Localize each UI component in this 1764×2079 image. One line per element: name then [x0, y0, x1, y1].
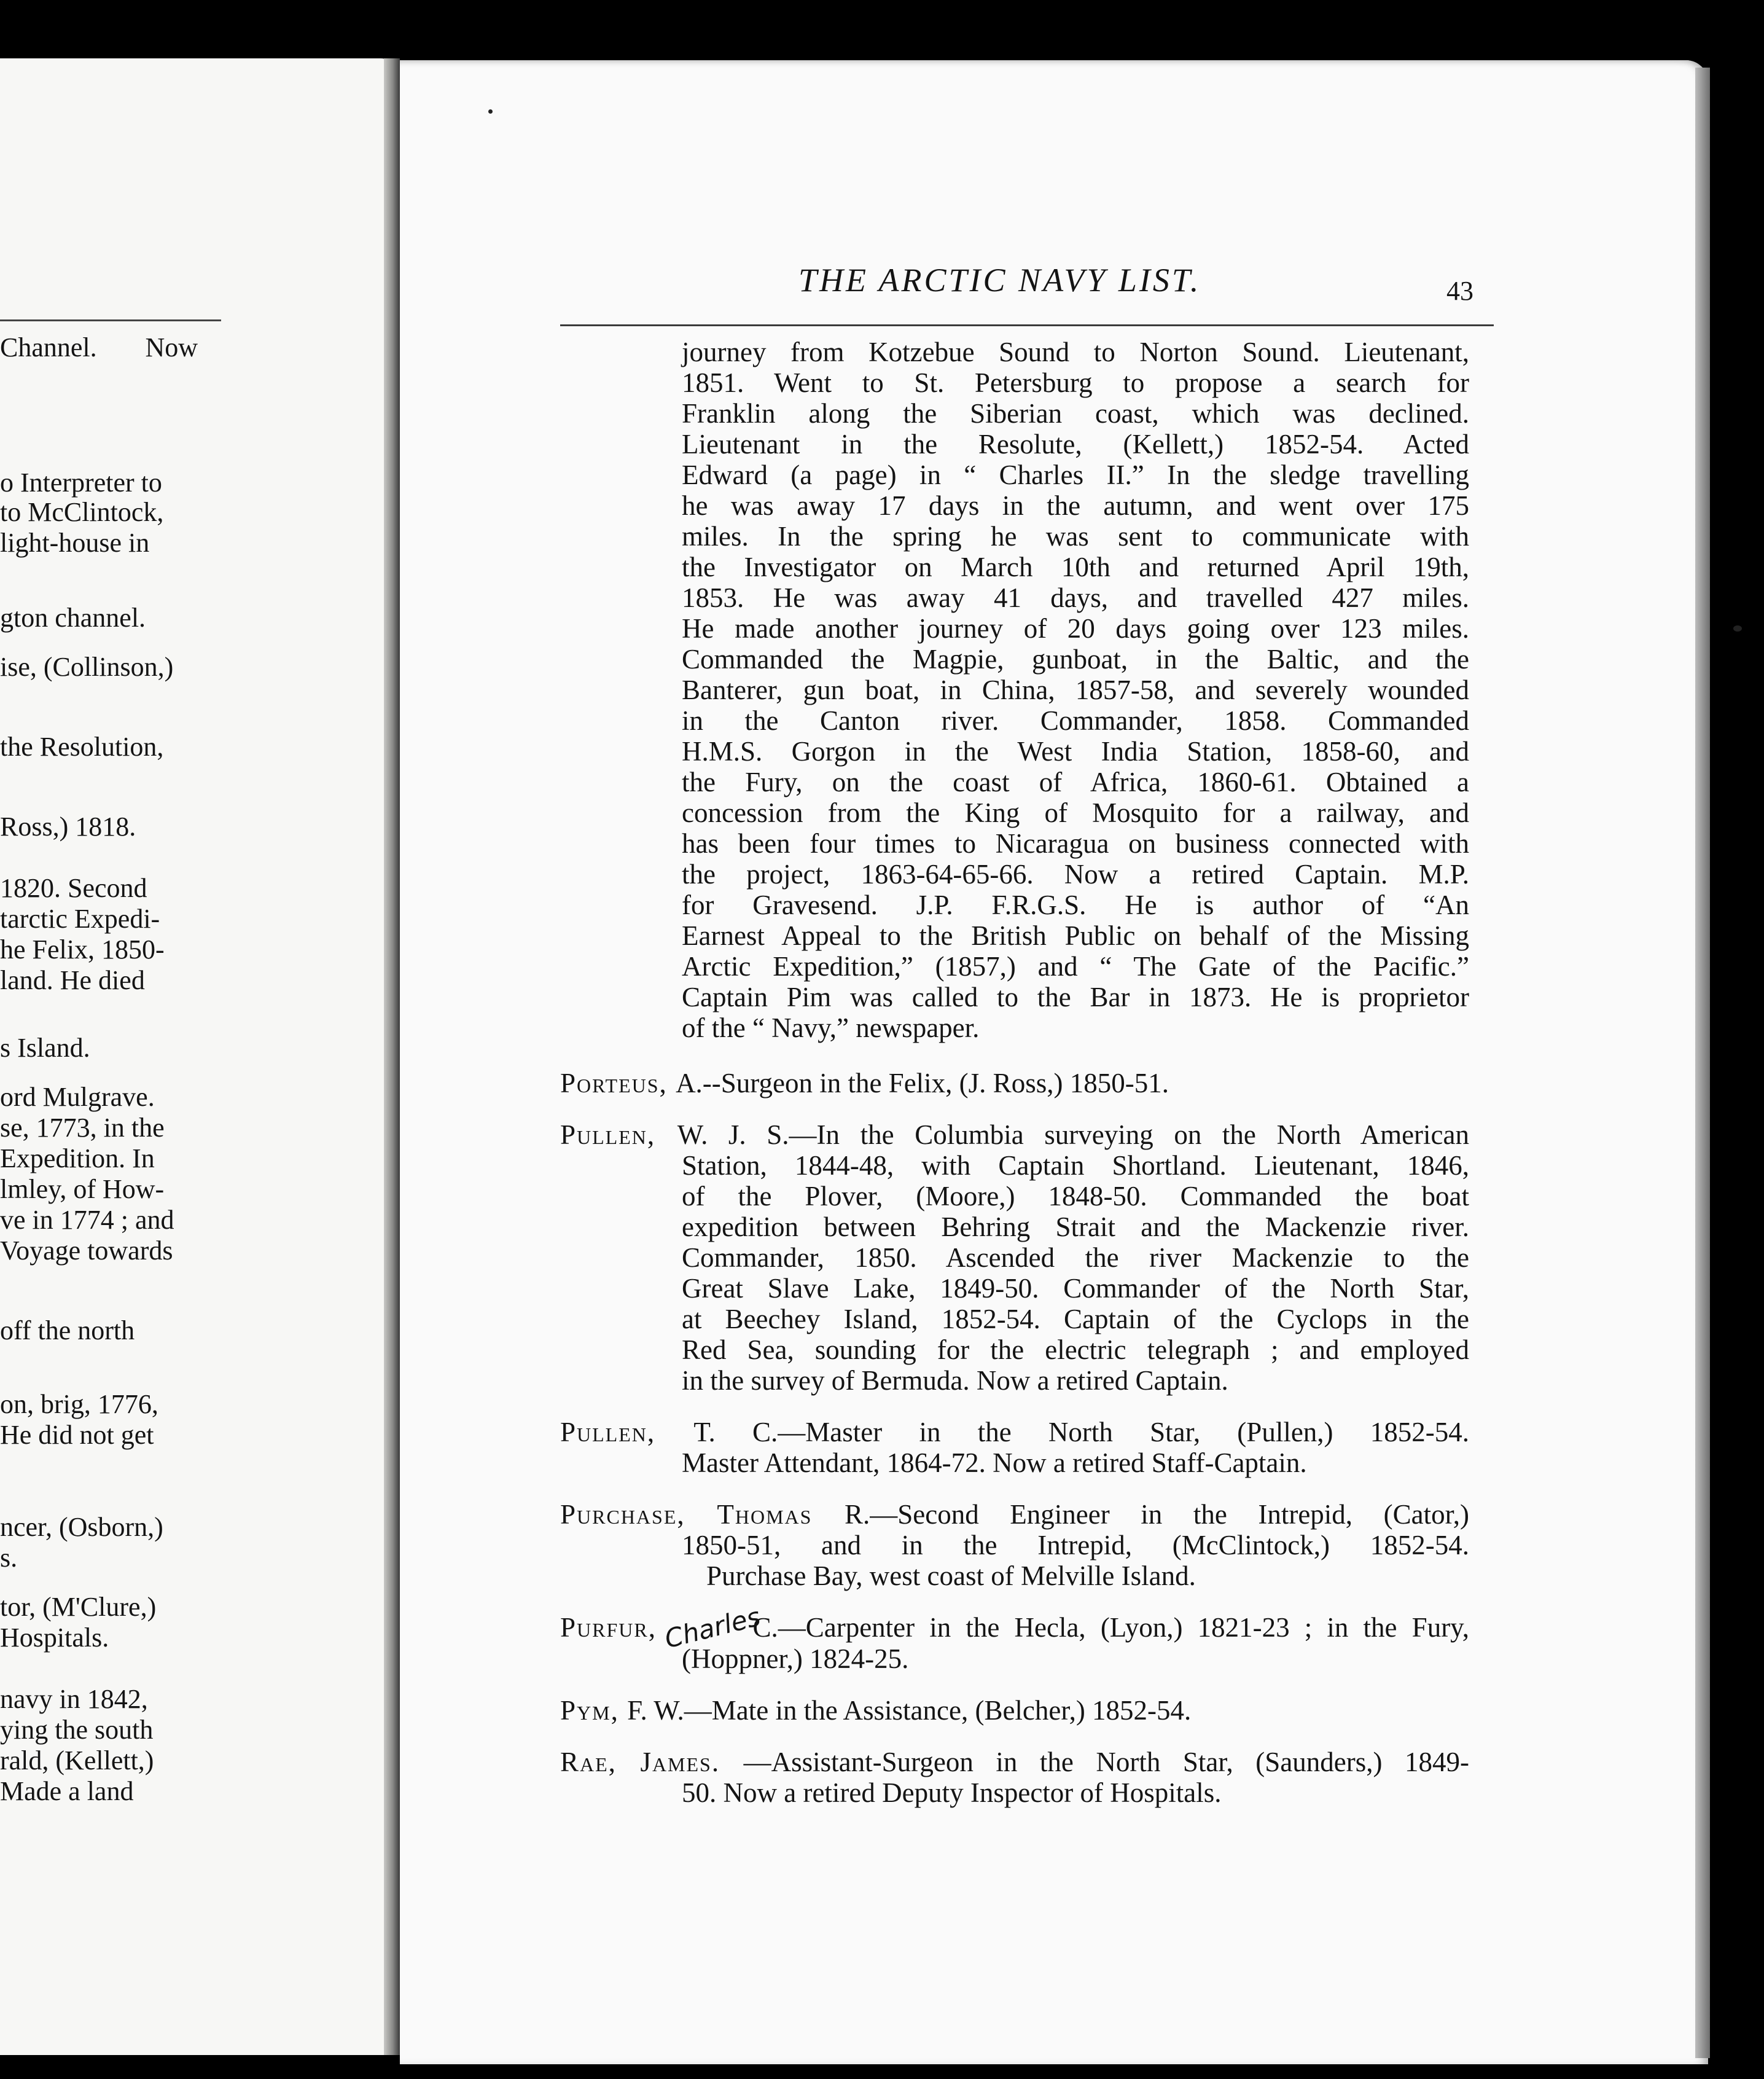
- facing-page-line-text: s Island.: [0, 1033, 90, 1063]
- entry-name: Purfur,: [560, 1612, 673, 1643]
- entry-text: —Assistant-Surgeon in the North Star, (Saunders,) 1849-: [743, 1747, 1470, 1777]
- facing-page-line: [0, 1032, 393, 1064]
- facing-page-line-text: light-house in: [0, 528, 150, 558]
- list-entry: [560, 1499, 1475, 1591]
- facing-page-line: [0, 651, 393, 683]
- entry-line: [560, 705, 1469, 736]
- facing-page-rule: [0, 319, 221, 321]
- entry-text: Lieutenant in the Resolute, (Kellett,) 1852-54. Acted: [682, 429, 1469, 460]
- entry-line: [560, 1643, 1469, 1674]
- list-entry: [560, 337, 1475, 1043]
- entry-line: [560, 859, 1469, 890]
- facing-page-line: [0, 1776, 393, 1807]
- entry-text: F. W.—Mate in the Assistance, (Belcher,) 1852-54.: [627, 1695, 1192, 1726]
- facing-page-line: [0, 1235, 393, 1267]
- entry-line: [560, 582, 1469, 613]
- entry-name: Pym,: [560, 1695, 628, 1726]
- page-number: 43: [1446, 276, 1473, 306]
- entry-line: [560, 1560, 1469, 1591]
- entry-text: Arctic Expedition,” (1857,) and “ The Gate of the Pacific.”: [682, 951, 1469, 982]
- entry-line: [560, 828, 1469, 859]
- entry-text: the Investigator on March 10th and returned April 19th,: [682, 552, 1469, 582]
- facing-page-line-text: tarctic Expedi-: [0, 904, 160, 934]
- entry-text: in the survey of Bermuda. Now a retired Captain.: [682, 1365, 1228, 1396]
- facing-page-line: [0, 903, 393, 935]
- entry-line: [560, 1212, 1469, 1242]
- entry-text: he was away 17 days in the autumn, and went over 175: [682, 490, 1469, 521]
- facing-page-line: [0, 602, 393, 634]
- entry-text: (Hoppner,) 1824-25.: [682, 1643, 909, 1674]
- entry-line: [560, 982, 1469, 1012]
- facing-page-line: [0, 1591, 393, 1623]
- entry-text: 50. Now a retired Deputy Inspector of Hospitals.: [682, 1777, 1222, 1808]
- facing-page-line-text: navy in 1842,: [0, 1684, 148, 1714]
- facing-page-line: [0, 1081, 393, 1113]
- facing-page-line: [0, 332, 393, 364]
- facing-page-line-text: ying the south: [0, 1715, 154, 1745]
- facing-page-line-text: Now: [145, 332, 198, 362]
- facing-page-line-text: tor, (M'Clure,): [0, 1592, 157, 1622]
- entry-name: Pullen,: [560, 1119, 677, 1150]
- entry-text: H.M.S. Gorgon in the West India Station, 1858-60, and: [682, 736, 1469, 767]
- entry-line: [560, 1304, 1469, 1334]
- entry-text: the Fury, on the coast of Africa, 1860-61. Obtained a: [682, 767, 1469, 797]
- list-entry: [560, 1417, 1475, 1478]
- facing-page-line: [0, 1112, 393, 1144]
- facing-page-line-text: 1820. Second: [0, 873, 147, 903]
- entry-line: [560, 1417, 1469, 1447]
- entry-line: [560, 1530, 1469, 1560]
- facing-page-line-text: Ross,) 1818.: [0, 812, 136, 842]
- entry-text: expedition between Behring Strait and the Mackenzie river.: [682, 1212, 1469, 1242]
- facing-page-line-text: off the north: [0, 1315, 135, 1345]
- facing-page-line-text: Expedition. In: [0, 1143, 155, 1173]
- entry-line: [560, 675, 1469, 705]
- facing-page-line-text: ncer, (Osborn,): [0, 1512, 163, 1542]
- entry-line: [560, 1242, 1469, 1273]
- facing-page-line: [0, 731, 393, 763]
- facing-page-line-text: on, brig, 1776,: [0, 1389, 158, 1419]
- facing-page-line: [0, 872, 393, 904]
- entry-line: [560, 1601, 1470, 1654]
- entry-line: [560, 367, 1469, 398]
- list-entry: [560, 1695, 1475, 1726]
- entry-name: Pullen,: [560, 1417, 694, 1447]
- entry-line: [560, 1012, 1469, 1043]
- entry-line: [560, 1365, 1469, 1396]
- entry-list: [560, 337, 1475, 1829]
- facing-page-line: [0, 496, 393, 528]
- entry-line: [560, 797, 1469, 828]
- facing-page-line-text: ise, (Collinson,): [0, 652, 174, 682]
- entry-text: Red Sea, sounding for the electric telegraph ; and employed: [682, 1334, 1469, 1365]
- entry-line: [560, 521, 1469, 552]
- entry-line: [560, 920, 1469, 951]
- entry-text: in the Canton river. Commander, 1858. Commanded: [682, 705, 1469, 736]
- entry-text: 1850-51, and in the Intrepid, (McClintock,) 1852-54.: [682, 1530, 1469, 1560]
- facing-page-line: [0, 1683, 393, 1715]
- facing-page-line-text: the Resolution,: [0, 732, 164, 762]
- facing-page-line: [0, 811, 393, 843]
- entry-text: Commanded the Magpie, gunboat, in the Baltic, and the: [682, 644, 1469, 675]
- entry-text: Master Attendant, 1864-72. Now a retired Staff-Captain.: [682, 1447, 1307, 1478]
- page-edge: [1695, 68, 1710, 2058]
- facing-page-line: [0, 1419, 393, 1451]
- facing-page-line-text: gton channel.: [0, 603, 146, 633]
- entry-line: [560, 736, 1469, 767]
- entry-text: Banterer, gun boat, in China, 1857-58, and severely wounded: [682, 675, 1469, 705]
- entry-text: miles. In the spring he was sent to communicate with: [682, 521, 1469, 552]
- facing-page: [0, 58, 399, 2055]
- list-entry: [560, 1119, 1475, 1396]
- entry-text: Purchase Bay, west coast of Melville Island.: [706, 1560, 1196, 1591]
- facing-page-line: [0, 1388, 393, 1420]
- entry-line: [560, 1499, 1469, 1530]
- facing-page-line-text: Made a land: [0, 1776, 134, 1806]
- entry-line: [560, 1777, 1469, 1808]
- facing-page-line-text: o Interpreter to: [0, 468, 162, 498]
- entry-text: W. J. S.—In the Columbia surveying on the North American: [677, 1119, 1469, 1150]
- entry-line: [560, 951, 1469, 982]
- entry-text: of the Plover, (Moore,) 1848-50. Commanded the boat: [682, 1181, 1469, 1212]
- entry-name: Porteus,: [560, 1068, 676, 1098]
- entry-text: Earnest Appeal to the British Public on behalf of the Missing: [682, 920, 1469, 951]
- running-title: THE ARCTIC NAVY LIST.: [798, 262, 1201, 299]
- entry-line: [560, 1447, 1469, 1478]
- entry-text: Great Slave Lake, 1849-50. Commander of the North Star,: [682, 1273, 1469, 1304]
- facing-page-line-text: s.: [0, 1543, 18, 1573]
- entry-line: [560, 1334, 1469, 1365]
- facing-page-line-text: lmley, of How-: [0, 1174, 165, 1204]
- entry-line: [560, 613, 1469, 644]
- facing-page-line: [0, 1714, 393, 1746]
- speck: [1733, 625, 1742, 632]
- entry-text: journey from Kotzebue Sound to Norton Sound. Lieutenant,: [682, 337, 1469, 367]
- entry-line: [560, 767, 1469, 797]
- facing-page-line: [0, 934, 393, 966]
- entry-text: 1853. He was away 41 days, and travelled 427 miles.: [682, 582, 1469, 613]
- facing-page-line-text: se, 1773, in the: [0, 1113, 165, 1143]
- facing-page-line: [0, 467, 393, 499]
- entry-line: [560, 1068, 1469, 1098]
- entry-line: [560, 1150, 1469, 1181]
- entry-text: A.--Surgeon in the Felix, (J. Ross,) 1850-51.: [676, 1068, 1169, 1098]
- entry-text: the project, 1863-64-65-66. Now a retired Captain. M.P.: [682, 859, 1469, 890]
- facing-page-line-text: rald, (Kellett,): [0, 1745, 154, 1776]
- entry-line: [560, 337, 1469, 367]
- facing-page-line-text: he Felix, 1850-: [0, 934, 165, 965]
- entry-text: Station, 1844-48, with Captain Shortland. Lieutenant, 1846,: [682, 1150, 1469, 1181]
- entry-line: [560, 1695, 1469, 1726]
- entry-text: of the “ Navy,” newspaper.: [682, 1012, 980, 1043]
- entry-line: [560, 398, 1469, 429]
- entry-text: He made another journey of 20 days going over 123 miles.: [682, 613, 1469, 644]
- entry-text: R.—Second Engineer in the Intrepid, (Cator,): [845, 1499, 1469, 1530]
- facing-page-line-text: to McClintock,: [0, 497, 164, 527]
- entry-line: [560, 1119, 1469, 1150]
- facing-page-line: [0, 1511, 393, 1543]
- entry-name: Rae, James.: [560, 1747, 744, 1777]
- entry-text: has been four times to Nicaragua on business connected with: [682, 828, 1469, 859]
- facing-page-line: [0, 1542, 393, 1574]
- speck: [488, 109, 493, 114]
- facing-page-line: [0, 1315, 393, 1347]
- facing-page-line: [0, 527, 393, 559]
- entry-line: [560, 1747, 1469, 1777]
- list-entry: [560, 1747, 1475, 1808]
- facing-page-line: [0, 1622, 393, 1654]
- facing-page-line: [0, 1204, 393, 1236]
- facing-page-line: [0, 965, 393, 996]
- entry-line: [560, 490, 1469, 521]
- entry-text: Franklin along the Siberian coast, which was declined.: [682, 398, 1469, 429]
- entry-name: Purchase, Thomas: [560, 1499, 845, 1530]
- entry-line: [560, 890, 1469, 920]
- entry-line: [560, 644, 1469, 675]
- facing-page-line-text: Voyage towards: [0, 1235, 173, 1266]
- list-entry: [560, 1601, 1475, 1674]
- entry-line: [560, 552, 1469, 582]
- header-rule: [560, 324, 1494, 326]
- entry-text: concession from the King of Mosquito for a railway, and: [682, 797, 1469, 828]
- facing-page-line-text: land. He died: [0, 965, 145, 995]
- facing-page-line: [0, 1143, 393, 1175]
- entry-text: T. C.—Master in the North Star, (Pullen,) 1852-54.: [693, 1417, 1469, 1447]
- entry-line: [560, 1273, 1469, 1304]
- facing-page-line: [0, 1745, 393, 1777]
- entry-line: [560, 1181, 1469, 1212]
- facing-page-line: [0, 1173, 393, 1205]
- facing-page-line-text: He did not get: [0, 1420, 154, 1450]
- entry-text: Edward (a page) in “ Charles II.” In the sledge travelling: [682, 460, 1469, 490]
- book-gutter: [384, 58, 400, 2055]
- entry-text: 1851. Went to St. Petersburg to propose a search for: [682, 367, 1469, 398]
- entry-line: [560, 429, 1469, 460]
- entry-text: Captain Pim was called to the Bar in 1873. He is proprietor: [682, 982, 1469, 1012]
- facing-page-line-text: Channel.: [0, 332, 97, 362]
- entry-line: [560, 460, 1469, 490]
- facing-page-line-text: ord Mulgrave.: [0, 1082, 155, 1112]
- list-entry: [560, 1068, 1475, 1098]
- facing-page-line-text: Hospitals.: [0, 1623, 109, 1653]
- entry-text: Commander, 1850. Ascended the river Mackenzie to the: [682, 1242, 1469, 1273]
- facing-page-line-text: ve in 1774 ; and: [0, 1205, 174, 1235]
- entry-text: at Beechey Island, 1852-54. Captain of the Cyclops in the: [682, 1304, 1469, 1334]
- entry-text: C.—Carpenter in the Hecla, (Lyon,) 1821-23 ; in the Fury,: [752, 1612, 1470, 1643]
- handwritten-annotation: Charles: [662, 1601, 763, 1654]
- entry-text: for Gravesend. J.P. F.R.G.S. He is author of “An: [682, 890, 1469, 920]
